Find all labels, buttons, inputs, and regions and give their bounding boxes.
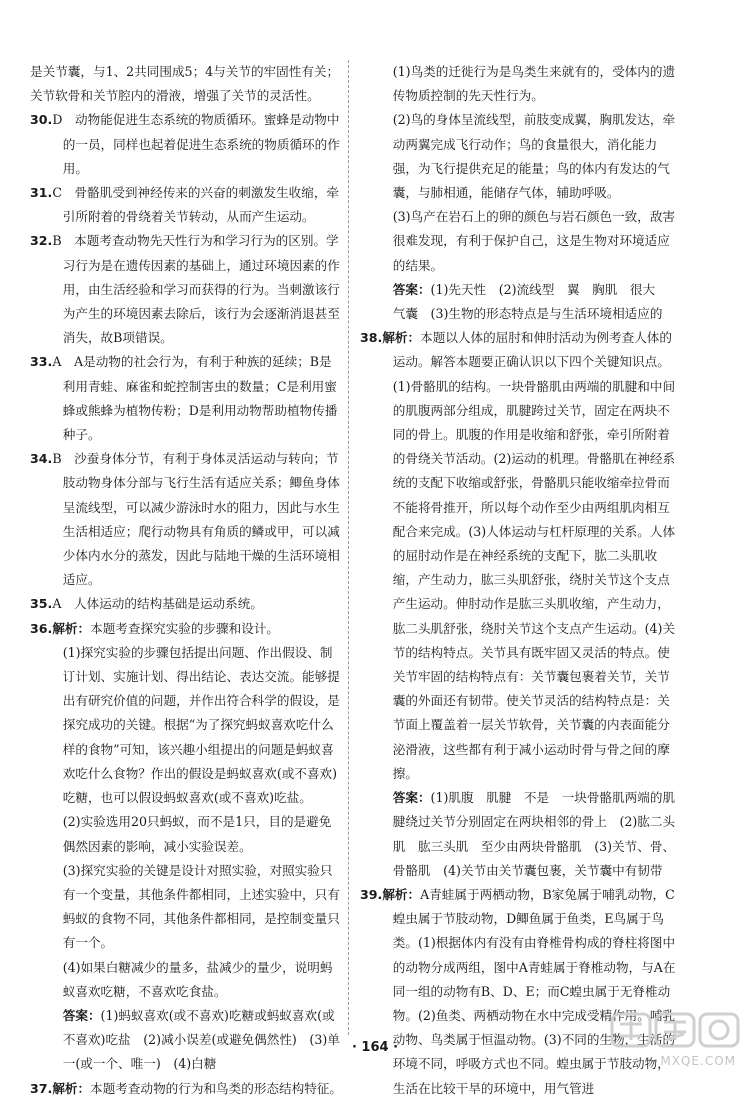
question-entry	[30, 108, 342, 181]
paragraph-text: (3)探究实验的关键是设计对照实验，对照实验只有一个变量，其他条件都相同，上述实验中，只有蚂蚁的食物不同，其他条件都相同，是控制变量只有一个。	[62, 862, 340, 951]
question-number: 30.	[30, 112, 53, 128]
question-entry	[30, 447, 342, 592]
paragraph-text: A A是动物的社会行为，有利于种族的延续；B是利用青蛙、麻雀和蛇控制害虫的数量；C是利用蜜蜂或熊蜂为植物传粉；D是利用动物帮助植物传播种子。	[52, 354, 338, 443]
question-number: 35.	[30, 596, 53, 612]
question-number: 38.	[360, 330, 383, 346]
paragraph	[360, 60, 676, 108]
question-entry	[30, 350, 342, 447]
column-divider	[348, 60, 349, 1035]
paragraph	[30, 641, 342, 810]
paragraph	[360, 205, 676, 278]
paragraph	[360, 108, 676, 205]
section-label: 答案：	[392, 281, 431, 297]
section-label: 解析：	[52, 620, 91, 636]
paragraph-text: (2)实验选用20只蚂蚁，而不是1只，目的是避免偶然因素的影响，减小实验误差。	[62, 814, 332, 854]
question-number: 31.	[30, 185, 53, 201]
question-number: 37.	[30, 1080, 53, 1096]
question-entry	[30, 229, 342, 350]
paragraph-text: A青蛙属于两栖动物，B家兔属于哺乳动物，C蝗虫属于节肢动物，D鲫鱼属于鱼类，E鸟属于鸟类。(1)根据体内有没有由脊椎骨构成的脊柱将图中的动物分成两组，图中A青蛙属于脊椎动物，与A在同一组的动物有B、D、E；而C蝗虫属于无脊椎动物。(2)鱼类、两栖动物在水中完成受精作用。哺乳动物、鸟类属于恒温动物。(3)不同的生物，生活的环境不同，呼吸方式也不同。蝗虫属于节肢动物，生活在比较干旱的环境中，用气管进	[392, 886, 676, 1096]
paragraph-text: (1)探究实验的步骤包括提出问题、作出假设、制订计划、实施计划、得出结论、表达交流。能够提出有研究价值的问题，并作出符合科学的假设，是探究成功的关键。根据“为了探究蚂蚁喜欢吃什么样的食物”可知，该兴趣小组提出的问题是蚂蚁喜欢吃什么食物？作出的假设是蚂蚁喜欢(或不喜欢)吃糖，也可以假设蚂蚁喜欢(或不喜欢)吃盐。	[62, 644, 340, 806]
paragraph-text: 是关节囊，与1、2共同围成5；4与关节的牢固性有关；关节软骨和关节腔内的滑液，增强了关节的灵活性。	[30, 64, 340, 104]
paragraph	[30, 859, 342, 956]
paragraph-text: (1)蚂蚁喜欢(或不喜欢)吃糖或蚂蚁喜欢(或不喜欢)吃盐 (2)减小误差(或避免偶然性) (3)单一(或一个、唯一) (4)白糖	[62, 1007, 340, 1072]
paragraph-text: (2)鸟的身体呈流线型，前肢变成翼，胸肌发达，牵动两翼完成飞行动作；鸟的食量很大，消化能力强，为飞行提供充足的能量；鸟的体内有发达的气囊，与肺相通，能储存气体，辅助呼吸。	[392, 112, 676, 201]
paragraph	[30, 956, 342, 1004]
paragraph-text: 本题考查动物的行为和鸟类的形态结构特征。	[90, 1080, 342, 1096]
question-number: 33.	[30, 354, 53, 370]
paragraph	[360, 786, 676, 883]
question-entry	[30, 592, 342, 616]
left-column	[30, 60, 342, 1101]
section-label: 答案：	[62, 1007, 101, 1023]
question-number: 32.	[30, 233, 53, 249]
paragraph-text: A 人体运动的结构基础是运动系统。	[52, 596, 263, 612]
paragraph-text: (3)鸟产在岩石上的卵的颜色与岩石颜色一致，敌害很难发现，有利于保护自己，这是生物对环境适应的结果。	[392, 209, 676, 273]
section-label: 解析：	[52, 1080, 91, 1096]
watermark-logo	[606, 1010, 746, 1074]
paragraph-text: (1)先天性 (2)流线型 翼 胸肌 很大 气囊 (3)生物的形态特点是与生活环境相适应的	[392, 281, 668, 322]
question-number: 39.	[360, 886, 383, 902]
question-entry	[360, 326, 676, 786]
question-entry	[30, 181, 342, 229]
paragraph-text: 本题以人体的屈肘和伸肘活动为例考查人体的运动。解答本题要正确认识以下四个关键知识点。(1)骨骼肌的结构。一块骨骼肌由两端的肌腱和中间的肌腹两部分组成，肌腱跨过关节，固定在两块不同的骨上。肌腹的作用是收缩和舒张，牵引所附着的骨绕关节活动。(2)运动的机理。骨骼肌在神经系统的支配下收缩或舒张，骨骼肌只能收缩牵拉骨而不能将骨推开，所以每个动作至少由两组肌肉相互配合来完成。(3)人体运动与杠杆原理的关系。人体的屈肘动作是在神经系统的支配下，肱二头肌收缩，产生动力，肱三头肌舒张，绕肘关节这个支点产生运动。伸肘动作是肱三头肌收缩，产生动力，肱二头肌舒张，绕肘关节这个支点产生运动。(4)关节的结构特点。关节具有既牢固又灵活的特点。使关节牢固的结构特点有：关节囊包裹着关节，关节囊的外面还有韧带。使关节灵活的结构特点是：关节面上覆盖着一层关节软骨，关节囊的内表面能分泌滑液，这些都有利于减小运动时骨与骨之间的摩擦。	[392, 330, 676, 781]
question-entry	[30, 617, 342, 641]
section-label: 解析：	[382, 886, 421, 902]
paragraph-text: D 动物能促进生态系统的物质循环。蜜蜂是动物中的一员，同样也起着促进生态系统的物质循环的作用。	[52, 112, 340, 176]
paragraph-text: 本题考查探究实验的步骤和设计。	[90, 620, 279, 636]
page-number: · 164 ·	[351, 1040, 399, 1055]
question-number: 36.	[30, 620, 53, 636]
section-label: 解析：	[382, 330, 421, 346]
question-number: 34.	[30, 451, 53, 467]
paragraph-text: B 本题考查动物先天性行为和学习行为的区别。学习行为是在遗传因素的基础上，通过环境因素的作用，由生活经验和学习而获得的行为。当刺激该行为产生的环境因素去除后，该行为会逐渐消退甚至消失，故B项错误。	[52, 233, 340, 346]
paragraph-text: B 沙蚕身体分节，有利于身体灵活运动与转向；节肢动物身体分部与飞行生活有适应关系；鲫鱼身体呈流线型，可以减少游泳时水的阻力，因此与水生生活相适应；爬行动物具有角质的鳞或甲，可以减少体内水分的蒸发，因此与陆地干燥的生活环境相适应。	[52, 451, 340, 588]
right-column	[360, 60, 676, 1101]
question-entry	[30, 1077, 342, 1101]
section-label: 答案：	[392, 790, 431, 806]
paragraph-text: (1)鸟类的迁徙行为是鸟类生来就有的，受体内的遗传物质控制的先天性行为。	[392, 64, 676, 104]
watermark-text: MXQE.COM	[660, 1054, 736, 1068]
paragraph-text: (1)肌腹 肌腱 不是 一块骨骼肌两端的肌腱绕过关节分别固定在两块相邻的骨上 (2)肱二头肌 肱三头肌 至少由两块骨骼肌 (3)关节、骨、骨骼肌 (4)关节由关节囊包裹，关节囊中有韧带	[392, 790, 676, 878]
paragraph	[360, 278, 676, 326]
paragraph-text: (4)如果白糖减少的量多，盐减少的量少，说明蚂蚁喜欢吃糖，不喜欢吃食盐。	[62, 959, 333, 999]
paragraph	[30, 60, 342, 108]
paragraph-text: C 骨骼肌受到神经传来的兴奋的刺激发生收缩，牵引所附着的骨绕着关节转动，从而产生运动。	[52, 185, 340, 225]
paragraph	[30, 810, 342, 858]
